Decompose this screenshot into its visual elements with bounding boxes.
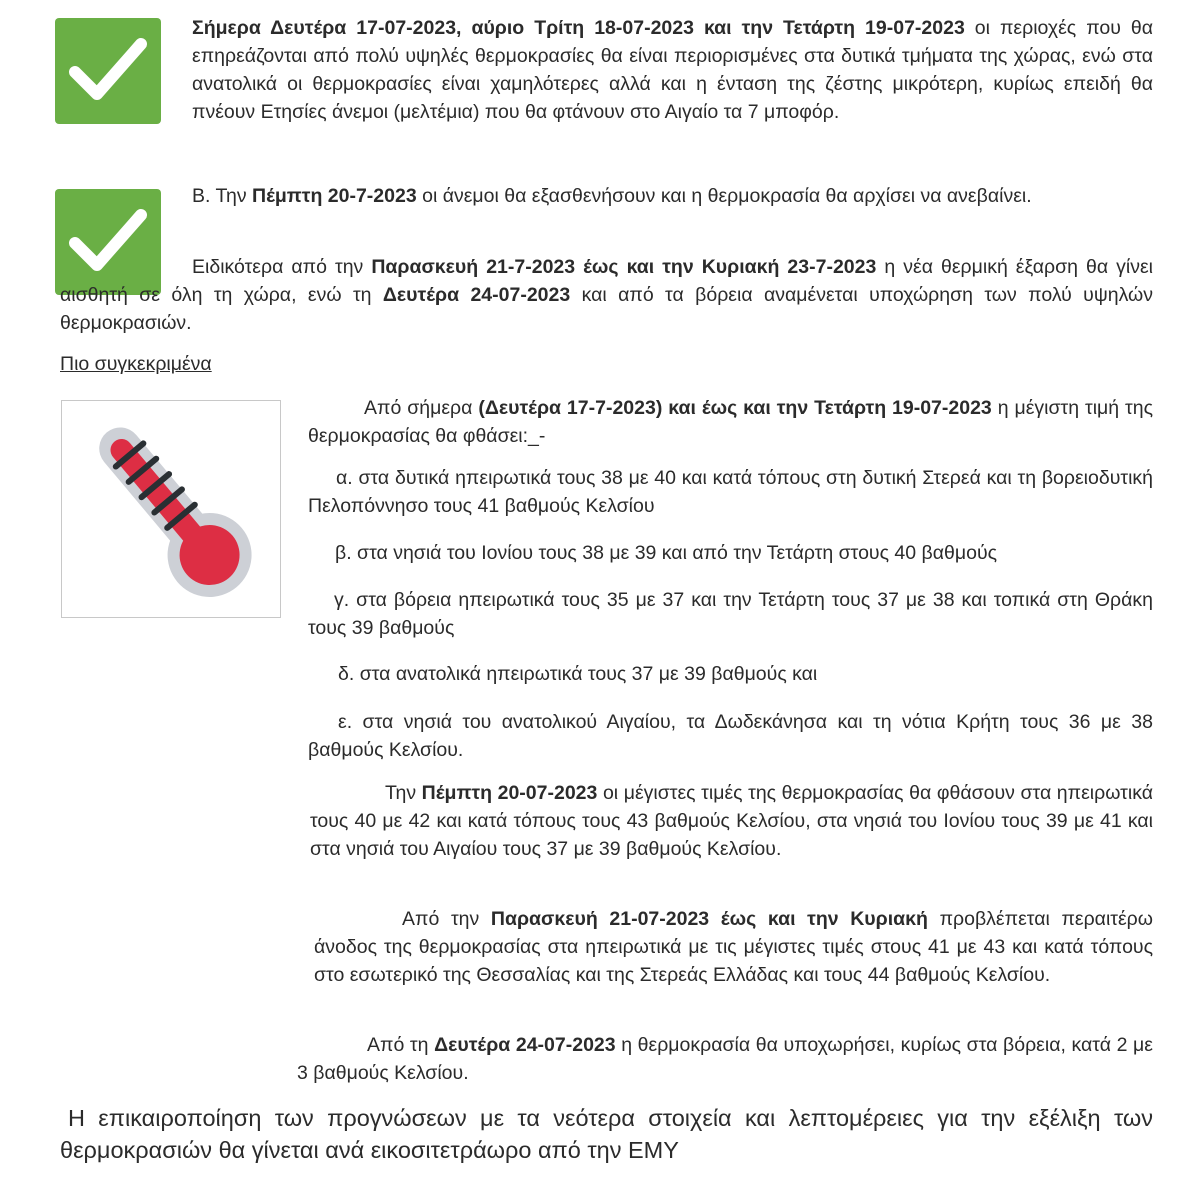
closing-note: Η επικαιροποίηση των προγνώσεων με τα νεότερα στοιχεία και λεπτομέρειες για την εξέλιξη των θερμοκρασιών θα γίνεται ανά εικοσιτετράωρο από την ΕΜΥ xyxy=(60,1105,1153,1163)
forecast-intro: Από σήμερα (Δευτέρα 17-7-2023) και έως και την Τετάρτη 19-07-2023 η μέγιστη τιμή της θερμοκρασίας θα φθάσει:_- xyxy=(308,397,1153,447)
forecast-item-c: γ. στα βόρεια ηπειρωτικά τους 35 με 37 και την Τετάρτη τους 37 με 38 και τοπικά στη Θράκη τους 39 βαθμούς xyxy=(308,589,1153,639)
paragraph-heat-today: Σήμερα Δευτέρα 17-07-2023, αύριο Τρίτη 18-07-2023 και την Τετάρτη 19-07-2023 οι περιοχές που θα επηρεάζονται από πολύ υψηλές θερμοκρασίες θα είναι περιορισμένες στα δυτικά τμήματα της χώρας, ενώ στα ανατολικά οι θερμοκρασίες είναι χαμηλότερες αλλά και η ένταση της ζέστης μικρότερη, κυρίως επειδή θα πνέουν Ετησίες άνεμοι (μελτέμια) που θα φτάνουν στο Αιγαίο τα 7 μποφόρ. xyxy=(192,17,1154,123)
forecast-monday: Από τη Δευτέρα 24-07-2023 η θερμοκρασία θα υποχωρήσει, κυρίως στα βόρεια, κατά 2 με 3 βαθμούς Κελσίου. xyxy=(297,1034,1153,1084)
forecast-item-e: ε. στα νησιά του ανατολικού Αιγαίου, τα Δωδεκάνησα και τη νότια Κρήτη τους 36 με 38 βαθμούς Κελσίου. xyxy=(308,711,1153,761)
thermometer-image xyxy=(61,400,281,618)
forecast-item-d: δ. στα ανατολικά ηπειρωτικά τους 37 με 39 βαθμούς και xyxy=(338,663,818,685)
specifics-heading: Πιο συγκεκριμένα xyxy=(60,353,212,375)
forecast-friday: Από την Παρασκευή 21-07-2023 έως και την Κυριακή προβλέπεται περαιτέρω άνοδος της θερμοκρασίας στα ηπειρωτικά με τις μέγιστες τιμές στους 41 με 43 και κατά τόπους στο εσωτερικό της Θεσσαλίας και της Στερεάς Ελλάδας και τους 44 βαθμούς Κελσίου. xyxy=(314,908,1154,986)
forecast-item-b: β. στα νησιά του Ιονίου τους 38 με 39 και από την Τετάρτη στους 40 βαθμούς xyxy=(335,542,998,564)
forecast-item-a: α. στα δυτικά ηπειρωτικά τους 38 με 40 και κατά τόπους στη δυτική Στερεά και τη βορειοδυτική Πελοπόννησο τους 41 βαθμούς Κελσίου xyxy=(308,467,1153,517)
forecast-thursday: Την Πέμπτη 20-07-2023 οι μέγιστες τιμές της θερμοκρασίας θα φθάσουν στα ηπειρωτικά τους 40 με 42 και κατά τόπους τους 43 βαθμούς Κελσίου, στα νησιά του Ιονίου τους 39 με 41 και στα νησιά του Αιγαίου τους 37 με 39 βαθμούς Κελσίου. xyxy=(310,782,1153,860)
thermometer-icon xyxy=(62,401,280,617)
paragraph-weekend-heat: Ειδικότερα από την Παρασκευή 21-7-2023 έως και την Κυριακή 23-7-2023 η νέα θερμική έξαρση θα γίνει αισθητή σε όλη τη χώρα, ενώ τη Δευτέρα 24-07-2023 και από τα βόρεια αναμένεται υποχώρηση των πολύ υψηλών θερμοκρασιών. xyxy=(60,256,1153,334)
paragraph-thursday: Β. Την Πέμπτη 20-7-2023 οι άνεμοι θα εξασθενήσουν και η θερμοκρασία θα αρχίσει να ανεβαίνει. xyxy=(192,185,1032,207)
check-icon xyxy=(55,18,161,124)
